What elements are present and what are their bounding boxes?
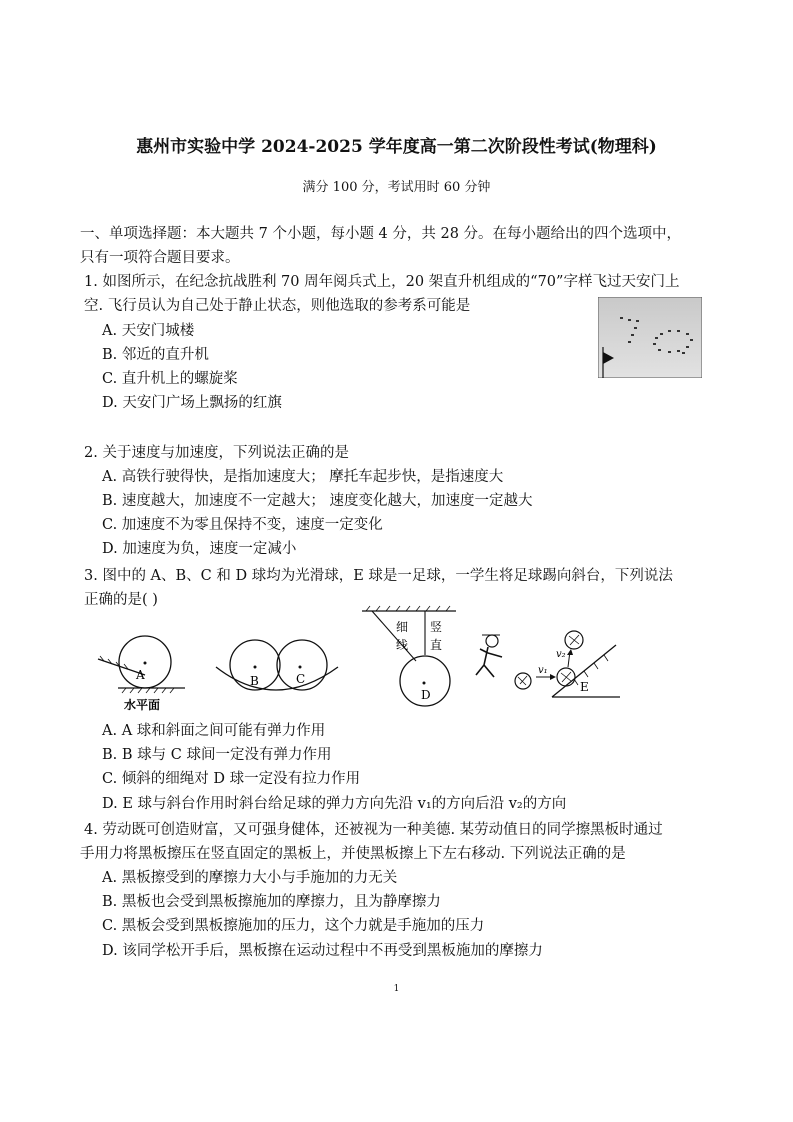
- q2-option-b: B. 速度越大，加速度不一定越大； 速度变化越大，加速度一定越大: [102, 493, 533, 509]
- q1-stem-line2: 空. 飞行员认为自己处于静止状态，则他选取的参考系可能是: [84, 298, 471, 314]
- label-ground: 水平面: [124, 698, 161, 712]
- q3-option-a: A. A 球和斜面之间可能有弹力作用: [102, 723, 326, 739]
- section-heading-line1: 一、单项选择题：本大题共 7 个小题，每小题 4 分，共 28 分。在每小题给出的四个选项中，: [80, 226, 682, 242]
- q1-option-a: A. 天安门城楼: [102, 323, 195, 339]
- label-v2: v₂: [556, 649, 566, 660]
- balls-bc-diagram: [216, 640, 338, 690]
- q3-stem-line1: 3. 图中的 A、B、C 和 D 球均为光滑球，E 球是一足球，一学生将足球踢向斜台，下列说法: [84, 568, 673, 584]
- label-vertical2: 直: [430, 638, 443, 652]
- exam-info: 满分 100 分，考试用时 60 分钟: [302, 180, 491, 195]
- q3-option-d: D. E 球与斜台作用时斜台给足球的弹力方向先沿 v₁的方向后沿 v₂的方向: [102, 796, 567, 812]
- q4-stem-line1: 4. 劳动既可创造财富，又可强身健体，还被视为一种美德. 某劳动值日的同学擦黑板时通过: [84, 822, 663, 838]
- q3-option-b: B. B 球与 C 球间一定没有弹力作用: [102, 747, 332, 763]
- label-e: E: [580, 680, 589, 694]
- q1-option-d: D. 天安门广场上飘扬的红旗: [102, 395, 282, 411]
- q2-stem: 2. 关于速度与加速度，下列说法正确的是: [84, 445, 349, 461]
- q4-option-b: B. 黑板也会受到黑板擦施加的摩擦力，且为静摩擦力: [102, 894, 441, 910]
- label-rope: 细: [396, 620, 409, 634]
- page-title: 惠州市实验中学 2024-2025 学年度高一第二次阶段性考试(物理科): [136, 137, 657, 157]
- q4-option-c: C. 黑板会受到黑板擦施加的压力，这个力就是手施加的压力: [102, 918, 485, 934]
- q3-figure: [90, 605, 630, 715]
- label-v1: v₁: [538, 665, 548, 676]
- ball-e-diagram: [476, 631, 620, 697]
- q2-option-d: D. 加速度为负，速度一定减小: [102, 541, 297, 557]
- page-number: 1: [393, 984, 400, 994]
- label-b: B: [250, 674, 259, 688]
- label-d: D: [421, 688, 431, 702]
- q4-option-a: A. 黑板擦受到的摩擦力大小与手施加的力无关: [102, 870, 398, 886]
- label-vertical: 竖: [430, 620, 443, 634]
- q1-stem-line1: 1. 如图所示，在纪念抗战胜利 70 周年阅兵式上，20 架直升机组成的“70”字样飞过天安门上: [84, 274, 680, 290]
- ball-d-diagram: [362, 606, 456, 706]
- q1-option-b: B. 邻近的直升机: [102, 347, 209, 363]
- section-heading-line2: 只有一项符合题目要求。: [80, 250, 240, 266]
- q2-option-a: A. 高铁行驶得快，是指加速度大； 摩托车起步快，是指速度大: [102, 469, 504, 485]
- label-c: C: [296, 672, 306, 686]
- label-a: A: [136, 668, 145, 682]
- q1-option-c: C. 直升机上的螺旋桨: [102, 371, 238, 387]
- q1-helicopter-photo: [598, 297, 702, 378]
- label-rope2: 线: [396, 638, 409, 652]
- q3-option-c: C. 倾斜的细绳对 D 球一定没有拉力作用: [102, 771, 361, 787]
- q4-option-d: D. 该同学松开手后，黑板擦在运动过程中不再受到黑板施加的摩擦力: [102, 943, 543, 959]
- q4-stem-line2: 手用力将黑板擦压在竖直固定的黑板上，并使黑板擦上下左右移动. 下列说法正确的是: [80, 846, 626, 862]
- q2-option-c: C. 加速度不为零且保持不变，速度一定变化: [102, 517, 383, 533]
- q3-stem-line2: 正确的是( ): [84, 592, 158, 608]
- ball-a-diagram: [98, 636, 185, 712]
